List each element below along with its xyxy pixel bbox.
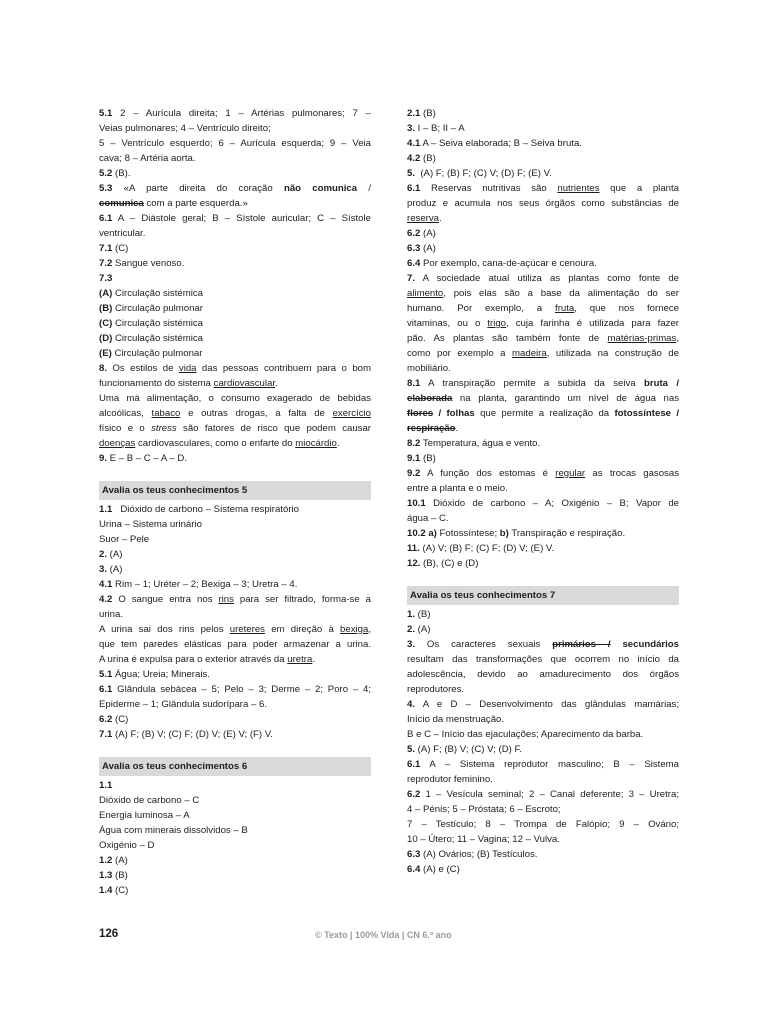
- struck-option: elaborada: [407, 393, 453, 404]
- answer-line: (E) Circulação pulmonar: [99, 348, 203, 359]
- answer-line: 6.3 (A): [407, 243, 436, 254]
- answer-line: 10.1 Dióxido de carbono – A; Oxigénio – B; Vapor de: [407, 498, 679, 509]
- answer-line: 1.1 Dióxido de carbono – Sistema respiratório: [99, 504, 299, 515]
- answer-line: 7.1 (C): [99, 243, 129, 254]
- answer-line: 1.2 (A): [99, 855, 128, 866]
- answer-line: 8.2 Temperatura, água e vento.: [407, 438, 541, 449]
- answer-line: 7.1 (A) F; (B) V; (C) F; (D) V; (E) V; (F) V.: [99, 729, 273, 740]
- answer-line: Suor – Pele: [99, 534, 150, 545]
- answer-line: 4 – Pénis; 5 – Próstata; 6 – Escroto;: [407, 804, 561, 815]
- answer-line: 5.1 Água; Ureia; Minerais.: [99, 669, 210, 680]
- answer-line: Energia luminosa – A: [99, 810, 190, 821]
- section-heading: Avalia os teus conhecimentos 5: [99, 481, 371, 500]
- answer-line: 6.4 Por exemplo, cana-de-açúcar e cenoura.: [407, 258, 597, 269]
- section-heading: Avalia os teus conhecimentos 6: [99, 757, 371, 776]
- answer-line: respiração.: [407, 423, 459, 434]
- answer-line: 6.4 (A) e (C): [407, 864, 460, 875]
- answer-line: 6.1 Glândula sebácea – 5; Pelo – 3; Derme – 2; Poro – 4;: [99, 684, 371, 695]
- answer-line: físico e o stress são fatores de risco que podem causar: [99, 423, 371, 434]
- answer-line: Epiderme – 1; Glândula sudorípara – 6.: [99, 699, 267, 710]
- answer-line: 5.3 «A parte direita do coração não comunica /: [99, 183, 371, 194]
- answer-line: 12. (B), (C) e (D): [407, 558, 479, 569]
- answer-line: 9.2 A função dos estomas é regular as trocas gasosas: [407, 468, 679, 479]
- answer-line: humano. Por exemplo, a fruta, que nos fornece: [407, 303, 679, 314]
- answer-line: 1.3 (B): [99, 870, 128, 881]
- page-number: 126: [99, 928, 119, 940]
- answer-line: 7. A sociedade atual utiliza as plantas como fonte de: [407, 273, 679, 284]
- answer-line: 2. (A): [407, 624, 431, 635]
- answer-line: funcionamento do sistema cardiovascular.: [99, 378, 278, 389]
- answer-line: 1.1: [99, 780, 113, 791]
- answer-line: 6.3 (A) Ovários; (B) Testículos.: [407, 849, 538, 860]
- answer-line: A urina sai dos rins pelos ureteres em direção à bexiga,: [99, 624, 371, 635]
- answer-line: Veias pulmonares; 4 – Ventrículo direito;: [99, 123, 271, 134]
- answer-line: 6.2 1 – Vesícula seminal; 2 – Canal deferente; 3 – Uretra;: [407, 789, 679, 800]
- answer-line: 3. Os caracteres sexuais primários / secundários: [407, 639, 679, 650]
- answer-line: cava; 8 – Artéria aorta.: [99, 153, 196, 164]
- answer-line: 3. I – B; II – A: [407, 123, 465, 134]
- answer-line: reprodutores.: [407, 684, 465, 695]
- struck-option: primários /: [552, 639, 611, 650]
- answer-line: mobiliário.: [407, 363, 451, 374]
- answer-line: 5.2 (B).: [99, 168, 131, 179]
- answer-line: resultam das transformações que ocorrem no início da: [407, 654, 679, 665]
- answer-line: 5. (A) F; (B) V; (C) V; (D) F.: [407, 744, 522, 755]
- answer-line: B e C – Início das ejaculações; Aparecimento da barba.: [407, 729, 644, 740]
- answer-line: entre a planta e o meio.: [407, 483, 508, 494]
- answer-line: Dióxido de carbono – C: [99, 795, 200, 806]
- answer-line: vitaminas, ou o trigo, cuja farinha é utilizada para fazer: [407, 318, 679, 329]
- section-heading: Avalia os teus conhecimentos 7: [407, 586, 679, 605]
- answer-line: adolescência, devido ao amadurecimento dos órgãos: [407, 669, 679, 680]
- answer-line: 8. Os estilos de vida das pessoas contribuem para o bom: [99, 363, 371, 374]
- answer-line: (C) Circulação sistémica: [99, 318, 203, 329]
- right-column: [407, 106, 679, 877]
- struck-option: comunica: [99, 198, 144, 209]
- answer-line: (B) Circulação pulmonar: [99, 303, 203, 314]
- answer-line: doenças cardiovasculares, como o enfarte do miocárdio.: [99, 438, 340, 449]
- answer-line: 8.1 A transpiração permite a subida da seiva bruta /: [407, 378, 679, 389]
- answer-line: 6.1 A – Sistema reprodutor masculino; B – Sistema: [407, 759, 679, 770]
- answer-line: flores / folhas que permite a realização da fotossíntese /: [407, 408, 679, 419]
- answer-line: 4.2 O sangue entra nos rins para ser filtrado, forma-se a: [99, 594, 371, 605]
- answer-line: 7.3: [99, 273, 113, 284]
- answer-line: 3. (A): [99, 564, 123, 575]
- answer-line: ventricular.: [99, 228, 146, 239]
- answer-line: 9. E – B – C – A – D.: [99, 453, 188, 464]
- answer-line: alcoólicas, tabaco e outras drogas, a falta de exercício: [99, 408, 371, 419]
- answer-line: Água com minerais dissolvidos – B: [99, 825, 248, 836]
- answer-line: 6.2 (A): [407, 228, 436, 239]
- answer-line: 5.1 2 – Aurícula direita; 1 – Artérias pulmonares; 7 –: [99, 108, 371, 119]
- answer-line: Oxigénio – D: [99, 840, 155, 851]
- answer-line: (A) Circulação sistémica: [99, 288, 203, 299]
- answer-line: 9.1 (B): [407, 453, 436, 464]
- answer-line: 4.1 Rim – 1; Uréter – 2; Bexiga – 3; Uretra – 4.: [99, 579, 298, 590]
- answer-line: reserva.: [407, 213, 442, 224]
- answer-line: 11. (A) V; (B) F; (C) F; (D) V; (E) V.: [407, 543, 555, 554]
- answer-line: comunica com a parte esquerda.»: [99, 198, 248, 209]
- answer-line: 1. (B): [407, 609, 431, 620]
- answer-line: 4.2 (B): [407, 153, 436, 164]
- answer-line: água – C.: [407, 513, 449, 524]
- answer-line: 1.4 (C): [99, 885, 129, 896]
- struck-option: flores: [407, 408, 434, 419]
- answer-line: 6.1 Reservas nutritivas são nutrientes que a planta: [407, 183, 679, 194]
- answer-line: 10.2 a) Fotossíntese; b) Transpiração e respiração.: [407, 528, 626, 539]
- page-footer: [99, 928, 679, 944]
- answer-line: 5 – Ventrículo esquerdo; 6 – Aurícula esquerda; 9 – Veia: [99, 138, 371, 149]
- struck-option: respiração: [407, 423, 456, 434]
- answer-line: elaborada na planta, garantindo um nível de água nas: [407, 393, 679, 404]
- answer-line: 7 – Testículo; 8 – Trompa de Falópio; 9 – Ovário;: [407, 819, 679, 830]
- answer-line: reprodutor feminino.: [407, 774, 493, 785]
- answer-line: 4. A e D – Desenvolvimento das glândulas mamárias;: [407, 699, 679, 710]
- answer-line: como por exemplo a madeira, utilizada na construção de: [407, 348, 679, 359]
- answer-line: 2.1 (B): [407, 108, 436, 119]
- answer-line: (D) Circulação sistémica: [99, 333, 203, 344]
- answer-line: urina.: [99, 609, 123, 620]
- answer-line: que tem paredes elásticas para poder armazenar a urina.: [99, 639, 371, 650]
- answer-line: alimento, pois elas são a base da alimentação do ser: [407, 288, 679, 299]
- answer-line: 4.1 A – Seiva elaborada; B – Seiva bruta.: [407, 138, 582, 149]
- left-column: [99, 106, 371, 898]
- answer-line: 2. (A): [99, 549, 123, 560]
- answer-line: 7.2 Sangue venoso.: [99, 258, 185, 269]
- answer-line: produz e acumula nos seus órgãos como substâncias de: [407, 198, 679, 209]
- answer-line: A urina é expulsa para o exterior através da uretra.: [99, 654, 315, 665]
- answer-line: Uma má alimentação, o consumo exagerado de bebidas: [99, 393, 371, 404]
- answer-line: 6.2 (C): [99, 714, 129, 725]
- answer-line: 10 – Útero; 11 – Vagina; 12 – Vulva.: [407, 834, 560, 845]
- answer-line: Início da menstruação.: [407, 714, 505, 725]
- answer-line: 5. (A) F; (B) F; (C) V; (D) F; (E) V.: [407, 168, 552, 179]
- answer-line: 6.1 A – Diástole geral; B – Sístole auricular; C – Sístole: [99, 213, 371, 224]
- answer-line: pão. As plantas são também fonte de matérias-primas,: [407, 333, 679, 344]
- answer-line: Urina – Sistema urinário: [99, 519, 202, 530]
- footer-credit: © Texto | 100% Vida | CN 6.º ano: [315, 930, 452, 940]
